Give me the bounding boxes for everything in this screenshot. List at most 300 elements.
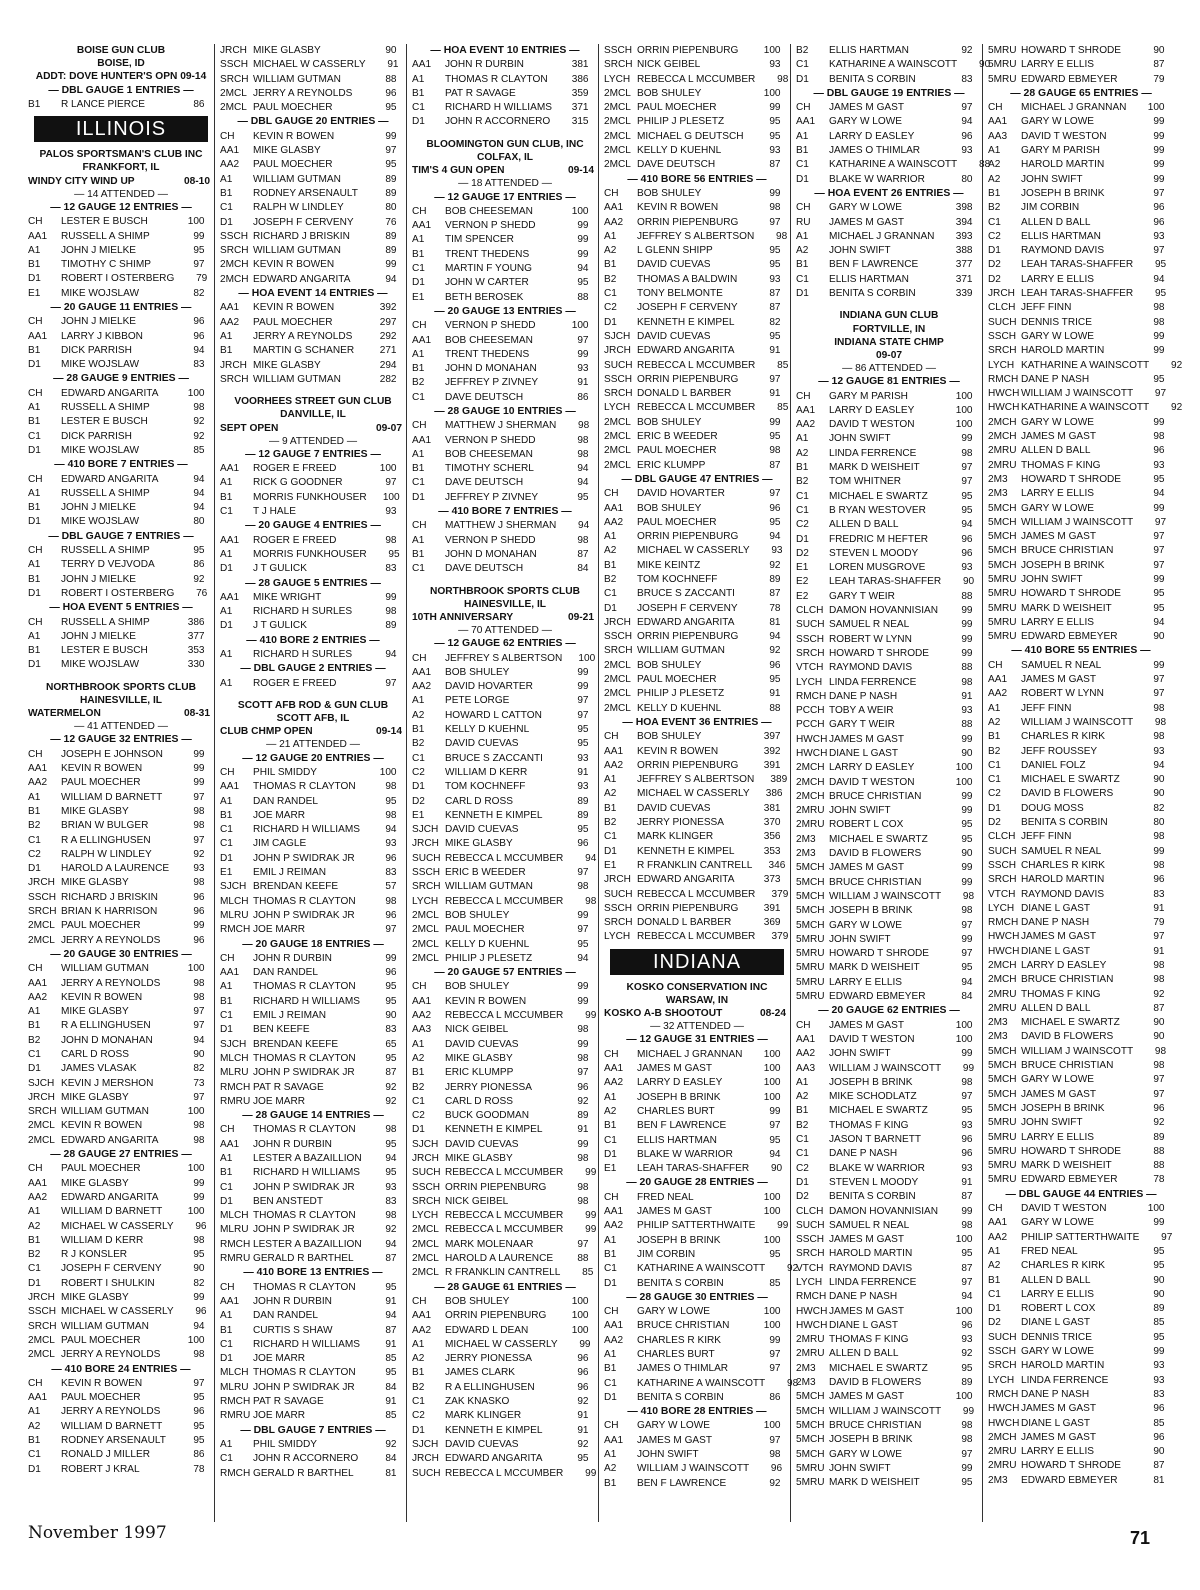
score: 392: [763, 745, 781, 757]
class-code: AA2: [604, 759, 624, 771]
score: 96: [961, 533, 973, 545]
shooter-name: CHARLES BURT: [636, 1105, 715, 1117]
class-code: 2MRU: [988, 1002, 1017, 1014]
shooter-name: RICHARD J BRISKIN: [60, 891, 158, 903]
shooter-name: DIANE L GAST: [1020, 1317, 1091, 1329]
shooter-name: ROBERT L COX: [1020, 1303, 1096, 1315]
score: 92: [577, 1438, 589, 1450]
class-code: B2: [412, 377, 425, 389]
score: 93: [769, 59, 781, 71]
score: 92: [385, 1081, 397, 1093]
shooter-name: JOE MARR: [252, 924, 306, 936]
result-row: [28, 776, 208, 790]
result-row: [988, 1316, 1168, 1330]
shooter-name: JOSEPH B BRINK: [1020, 559, 1105, 571]
shooter-name: R LANCE PIERCE: [60, 98, 146, 110]
score: 85: [1153, 1317, 1165, 1329]
shooter-name: REBECCA L MCCUMBER: [636, 888, 756, 900]
class-code: LYCH: [412, 895, 439, 907]
shooter-name: HAROLD A LAURENCE: [444, 1253, 554, 1265]
result-row: [220, 158, 400, 172]
class-code: 5MRU: [796, 1477, 825, 1489]
shooter-name: MICHAEL W CASSERLY: [636, 788, 750, 800]
score: 98: [385, 534, 397, 546]
score: 79: [1153, 917, 1165, 929]
score: 90: [385, 1010, 397, 1022]
class-code: CH: [220, 952, 235, 964]
result-row: [28, 1320, 208, 1334]
result-row: [220, 1009, 400, 1023]
result-row: [28, 1391, 208, 1405]
result-row: [412, 233, 592, 247]
section-heading: — 12 GAUGE 7 ENTRIES —: [245, 448, 381, 460]
shooter-name: BUCK GOODMAN: [444, 1110, 529, 1122]
shooter-name: ALLEN D BALL: [828, 1348, 899, 1360]
score: 96: [385, 909, 397, 921]
class-code: C1: [412, 263, 425, 275]
result-row: [412, 780, 592, 794]
result-row: [988, 44, 1168, 58]
score: 98: [1153, 859, 1165, 871]
score: 99: [769, 1105, 781, 1117]
score: 98: [769, 445, 781, 457]
class-code: LYCH: [796, 1276, 823, 1288]
class-code: B1: [412, 1067, 425, 1079]
score: 98: [577, 534, 589, 546]
score: 94: [961, 519, 973, 531]
score: 90: [1153, 1446, 1165, 1458]
class-code: MLCH: [220, 895, 249, 907]
class-code: LYCH: [988, 1374, 1015, 1386]
result-row: [220, 476, 400, 490]
score: 95: [769, 431, 781, 443]
class-code: B1: [28, 502, 41, 514]
score: 89: [1153, 1131, 1165, 1143]
class-code: C1: [28, 1048, 41, 1060]
shooter-name: JERRY A REYNOLDS: [60, 1406, 161, 1418]
class-code: 2MCL: [412, 909, 439, 921]
result-row: [220, 1295, 400, 1309]
result-row: [220, 373, 400, 387]
score: 95: [385, 1052, 397, 1064]
score: 100: [187, 963, 205, 975]
score: 95: [577, 738, 589, 750]
result-row: [988, 459, 1168, 473]
shooter-name: PAUL MOECHER: [444, 924, 525, 936]
result-row: [604, 58, 784, 72]
shooter-name: RICHARD J BRISKIN: [252, 230, 350, 242]
result-row: [28, 258, 208, 272]
score: 90: [1153, 1288, 1165, 1300]
shooter-name: TOBY A WEIR: [828, 705, 894, 717]
result-row: [28, 1262, 208, 1276]
result-row: [988, 945, 1168, 959]
result-row: [28, 430, 208, 444]
result-row: [604, 673, 784, 687]
class-code: 5MCH: [796, 890, 825, 902]
result-row: [988, 1102, 1168, 1116]
class-code: E1: [604, 1163, 617, 1175]
shooter-name: DIANE L GAST: [828, 1319, 899, 1331]
score: 87: [769, 459, 781, 471]
score: 93: [1153, 1374, 1165, 1386]
result-row: [28, 934, 208, 948]
shooter-name: JEFF FINN: [1020, 831, 1072, 843]
score: 93: [577, 781, 589, 793]
shooter-name: ERIC B WEEDER: [444, 867, 526, 879]
shooter-name: MIKE GLASBY: [444, 1052, 513, 1064]
score: 96: [961, 1134, 973, 1146]
class-code: SSCH: [604, 45, 633, 56]
shooter-name: SAMUEL R NEAL: [828, 1219, 910, 1231]
shooter-name: JOHN P SWIDRAK JR: [252, 1381, 355, 1393]
score: 98: [385, 781, 397, 793]
result-row: [412, 205, 592, 219]
result-row: [412, 73, 592, 87]
result-row: [412, 434, 592, 448]
result-row: [412, 476, 592, 490]
score: 90: [961, 848, 973, 860]
class-code: 2M3: [988, 473, 1008, 485]
spacer: [796, 301, 982, 309]
class-code: C1: [220, 838, 233, 850]
shooter-name: THOMAS R CLAYTON: [252, 1124, 356, 1136]
shooter-name: R FRANKLIN CANTRELL: [636, 859, 753, 871]
class-code: B1: [220, 345, 233, 357]
score: 99: [961, 862, 973, 874]
shooter-name: RICHARD H WILLIAMS: [252, 824, 360, 836]
result-row: [796, 1190, 976, 1204]
score: 95: [385, 102, 397, 114]
score: 85: [769, 1277, 781, 1289]
shooter-name: DANIEL FOLZ: [1020, 759, 1086, 771]
score: 96: [1153, 1102, 1165, 1114]
score: 91: [1153, 902, 1165, 914]
score: 90: [978, 59, 991, 71]
class-code: D1: [28, 444, 41, 456]
shooter-name: BEN ANSTEDT: [252, 1195, 323, 1207]
score: 377: [187, 630, 205, 642]
shooter-name: JAMES M GAST: [1020, 931, 1097, 943]
score: 97: [193, 259, 205, 271]
result-row: [28, 1048, 208, 1062]
score: 83: [385, 1024, 397, 1036]
score: 90: [1153, 1031, 1165, 1043]
class-code: A1: [604, 774, 617, 786]
score: 94: [385, 273, 397, 285]
shooter-name: BRUCE CHRISTIAN: [828, 1419, 922, 1431]
result-row: [604, 602, 784, 616]
score: 96: [195, 1306, 207, 1318]
score: 346: [768, 859, 786, 871]
shooter-name: DIANE L GAST: [1020, 945, 1091, 957]
results-page: [28, 44, 1183, 1524]
result-row: [604, 1076, 784, 1090]
score: 96: [577, 838, 589, 850]
score: 83: [193, 359, 205, 371]
result-row: [220, 230, 400, 244]
class-code: SJCH: [412, 1138, 439, 1150]
result-row: [604, 230, 788, 244]
result-row: [604, 459, 784, 473]
result-row: [796, 733, 976, 747]
score: 84: [577, 563, 589, 575]
shooter-name: LARRY E ELLIS: [1020, 488, 1095, 500]
shooter-name: MICHAEL E SWARTZ: [1020, 1017, 1120, 1029]
score: 92: [577, 1095, 589, 1107]
score: 397: [763, 731, 781, 743]
result-row: [988, 258, 1168, 272]
class-code: E1: [412, 291, 425, 303]
shooter-name: ERIC KLUMPP: [444, 1067, 514, 1079]
shooter-name: MICHAEL E SWARTZ: [828, 833, 928, 845]
score: 99: [961, 605, 973, 617]
result-row: [604, 130, 784, 144]
class-code: D1: [604, 1148, 617, 1160]
event-date: 09-14: [375, 726, 402, 738]
class-code: B2: [604, 817, 617, 829]
attendance: — 41 ATTENDED —: [74, 721, 168, 733]
result-row: [604, 1234, 784, 1248]
result-row: [28, 891, 208, 905]
score: 97: [961, 1448, 973, 1460]
score: 95: [1153, 1245, 1165, 1257]
result-row: [220, 548, 400, 562]
class-code: SSCH: [220, 230, 249, 242]
score: 88: [577, 1253, 589, 1265]
score: 98: [961, 676, 973, 688]
shooter-name: REBECCA L MCCUMBER: [444, 1010, 564, 1022]
shooter-name: HOWARD T SHRODE: [1020, 473, 1122, 485]
result-row: [988, 316, 1168, 330]
class-code: 5MCH: [988, 1074, 1017, 1086]
class-code: 5MCH: [988, 1088, 1017, 1100]
section-heading: — DBL GAUGE 2 ENTRIES —: [240, 663, 386, 675]
score: 99: [1153, 573, 1165, 585]
result-row: [28, 1248, 208, 1262]
shooter-name: PAUL MOECHER: [60, 1163, 141, 1175]
result-row: [796, 273, 976, 287]
score: 73: [193, 1077, 205, 1089]
class-code: D1: [220, 563, 233, 575]
shooter-name: JERRY PIONESSA: [636, 817, 724, 829]
score: 97: [769, 1434, 781, 1446]
score: 297: [379, 316, 397, 328]
shooter-name: DAVID CUEVAS: [636, 330, 711, 342]
result-row: [796, 1033, 976, 1047]
result-row: [412, 980, 592, 994]
score: 96: [385, 87, 397, 99]
shooter-name: TIMOTHY SCHERL: [444, 463, 534, 475]
class-code: AA2: [28, 991, 48, 1003]
result-row: [796, 1462, 976, 1476]
shooter-name: R A ELLINGHUSEN: [444, 1381, 535, 1393]
class-code: AA1: [220, 145, 240, 157]
shooter-name: DAVID B FLOWERS: [1020, 1031, 1114, 1043]
score: 79: [1153, 73, 1165, 85]
class-code: C1: [988, 774, 1001, 786]
score: 97: [577, 1067, 589, 1079]
class-code: C1: [220, 1338, 233, 1350]
class-code: AA3: [412, 1024, 432, 1036]
score: 98: [1153, 316, 1165, 328]
class-code: B1: [412, 463, 425, 475]
score: 93: [193, 863, 205, 875]
shooter-name: JOHN J MIELKE: [60, 573, 137, 585]
result-row: [412, 1352, 592, 1366]
result-row: [988, 930, 1168, 944]
shooter-name: EDWARD ANGARITA: [60, 1191, 159, 1203]
shooter-name: KATHARINE A WAINSCOTT: [828, 59, 958, 71]
result-row: [28, 587, 208, 601]
spacer: [412, 130, 598, 138]
shooter-name: LEAH TARAS-SHAFFER: [1020, 288, 1134, 300]
result-row: [988, 530, 1168, 544]
shooter-name: MARK D WEISHEIT: [828, 462, 920, 474]
result-row: [796, 432, 976, 446]
score: 98: [1154, 1045, 1167, 1057]
result-row: [604, 1477, 784, 1491]
result-row: [796, 115, 976, 129]
shooter-name: PHILIP J PLESETZ: [444, 952, 533, 964]
score: 99: [577, 995, 589, 1007]
shooter-name: MIKE WOJSLAW: [60, 444, 140, 456]
issue-date: November 1997: [28, 1523, 167, 1543]
result-row: [604, 930, 789, 944]
shooter-name: THOMAS A BALDWIN: [636, 273, 738, 285]
score: 95: [388, 548, 400, 560]
result-row: [412, 909, 592, 923]
score: 97: [769, 488, 781, 500]
score: 95: [1153, 602, 1165, 614]
class-code: CH: [604, 187, 619, 199]
score: 88: [577, 291, 589, 303]
shooter-name: JOE MARR: [252, 809, 306, 821]
result-row: [28, 387, 208, 401]
shooter-name: JEFF FINN: [1020, 702, 1072, 714]
class-code: A1: [796, 433, 809, 445]
class-code: SSCH: [988, 1346, 1017, 1358]
score: 100: [955, 776, 973, 788]
class-code: C1: [412, 102, 425, 114]
shooter-name: PHILIP SATTERTHWAITE: [1020, 1231, 1140, 1243]
class-code: LYCH: [796, 676, 823, 688]
shooter-name: MIKE GLASBY: [60, 1177, 129, 1189]
result-row: [988, 1445, 1168, 1459]
event-name: WATERMELON: [28, 708, 101, 720]
score: 90: [1153, 788, 1165, 800]
result-row: [796, 647, 976, 661]
shooter-name: GARY W LOWE: [1020, 416, 1094, 428]
result-row: [604, 702, 784, 716]
class-code: 2MCL: [604, 431, 631, 443]
result-row: [796, 1162, 976, 1176]
result-row: [604, 787, 784, 801]
class-code: MLRU: [220, 1067, 249, 1079]
club-heading: NORTHBROOK SPORTS CLUB: [430, 585, 580, 597]
section-heading: — 410 BORE 13 ENTRIES —: [243, 1267, 383, 1279]
result-row: [220, 1138, 400, 1152]
class-code: HWCH: [796, 1305, 828, 1317]
section-heading: — 410 BORE 55 ENTRIES —: [1011, 645, 1151, 657]
result-row: [796, 144, 976, 158]
score: 99: [961, 633, 973, 645]
event-title: [412, 611, 598, 624]
class-code: D1: [988, 1303, 1001, 1315]
score: 99: [579, 1338, 591, 1350]
result-row: [796, 1333, 976, 1347]
class-code: A2: [412, 1052, 425, 1064]
score: 99: [1153, 116, 1165, 128]
result-row: [796, 833, 976, 847]
result-row: [28, 1162, 208, 1176]
score: 99: [1153, 659, 1165, 671]
class-code: 5MCH: [796, 905, 825, 917]
result-row: [796, 1305, 976, 1319]
section-heading: — 12 GAUGE 17 ENTRIES —: [434, 191, 576, 203]
result-row: [220, 505, 400, 519]
shooter-name: LEAH TARAS-SHAFFER: [636, 1163, 750, 1175]
score: 95: [577, 938, 589, 950]
shooter-name: WILLIAM J WAINSCOTT: [1020, 516, 1134, 528]
score: 99: [961, 1048, 973, 1060]
shooter-name: PAUL MOECHER: [252, 316, 333, 328]
class-code: B1: [412, 248, 425, 260]
result-row: [988, 1474, 1168, 1488]
class-code: 2MCL: [604, 159, 631, 171]
shooter-name: DAVE DEUTSCH: [444, 563, 524, 575]
shooter-name: DAVID T WESTON: [1020, 130, 1107, 142]
event-name: 10TH ANNIVERSARY: [412, 611, 514, 623]
result-row: [988, 1059, 1168, 1073]
shooter-name: ORRIN PIEPENBURG: [444, 1181, 547, 1193]
result-row: [796, 1233, 976, 1247]
result-row: [796, 976, 976, 990]
score: 91: [769, 345, 781, 357]
result-row: [412, 1195, 592, 1209]
shooter-name: GARY W LOWE: [828, 116, 902, 128]
shooter-name: REBECCA L MCCUMBER: [444, 1167, 564, 1179]
class-code: A2: [988, 159, 1001, 171]
result-row: [604, 1119, 784, 1133]
class-code: 2MCL: [412, 1238, 439, 1250]
shooter-name: DAVID CUEVAS: [444, 738, 519, 750]
class-code: 2MCL: [604, 445, 631, 457]
class-code: A1: [412, 1338, 425, 1350]
result-row: [604, 87, 784, 101]
result-row: [988, 687, 1168, 701]
result-row: [28, 905, 208, 919]
shooter-name: NICK GEIBEL: [444, 1195, 509, 1207]
score: 95: [193, 1249, 205, 1261]
class-code: SSCH: [988, 330, 1017, 342]
shooter-name: LINDA FERRENCE: [828, 1276, 917, 1288]
class-code: D1: [988, 802, 1001, 814]
class-code: A1: [988, 1245, 1001, 1257]
class-code: SJCH: [28, 1077, 55, 1089]
class-code: A2: [28, 1220, 41, 1232]
class-code: A1: [604, 531, 617, 543]
class-code: C1: [796, 273, 809, 285]
class-code: C1: [220, 1453, 233, 1465]
score: 100: [1147, 1203, 1165, 1215]
shooter-name: JIM CORBIN: [636, 1248, 696, 1260]
score: 88: [769, 702, 781, 714]
score: 91: [385, 1295, 397, 1307]
result-row: [28, 1420, 208, 1434]
section-heading: — 12 GAUGE 81 ENTRIES —: [818, 376, 960, 388]
result-row: [220, 258, 400, 272]
